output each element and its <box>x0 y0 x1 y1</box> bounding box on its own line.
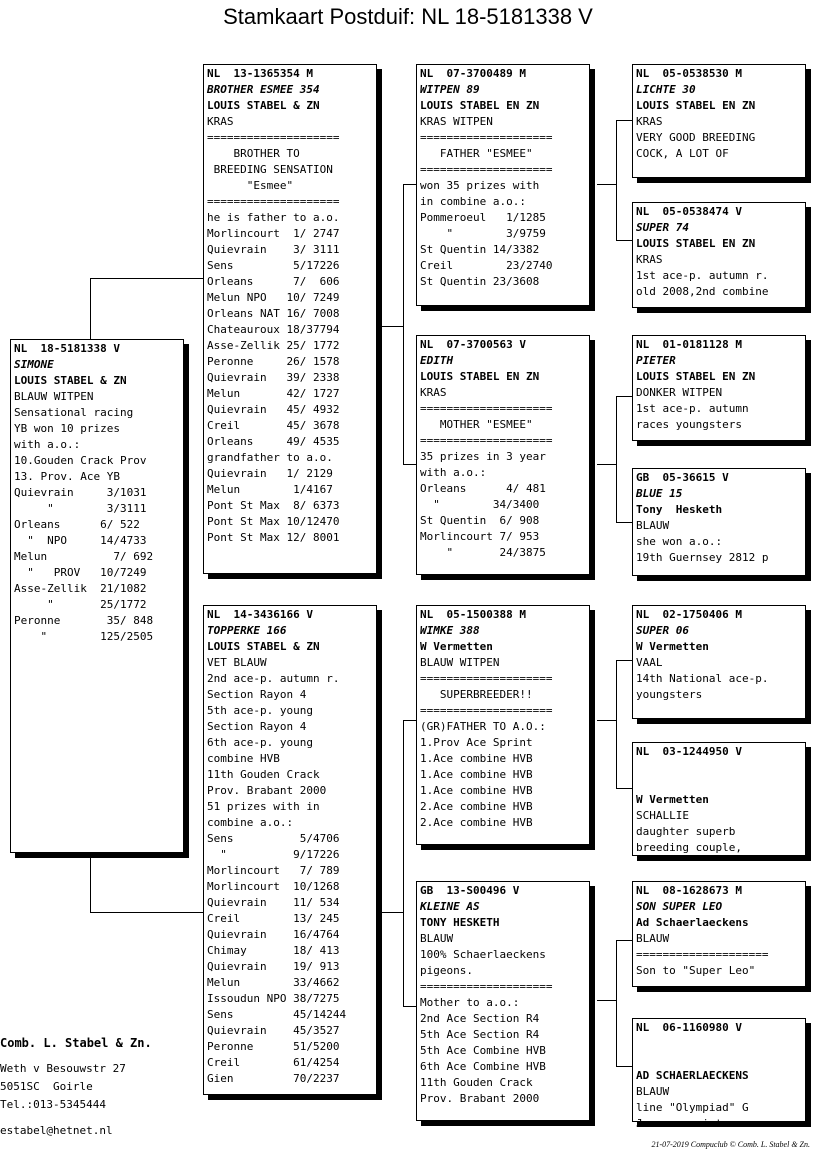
card-line: ==================== <box>420 980 553 993</box>
ring-number: NL 07-3700489 M <box>420 67 526 80</box>
card-line: AD SCHAERLAECKENS <box>636 1069 749 1082</box>
pedigree-card-subject <box>10 339 184 853</box>
card-line: Quievrain 45/3527 <box>207 1024 340 1037</box>
connector <box>403 1006 417 1007</box>
card-line: 14th National ace-p. <box>636 672 769 685</box>
card-line: LOUIS STABEL EN ZN <box>636 370 756 383</box>
card-line: 5th Ace Section R4 <box>420 1028 540 1041</box>
card-line: he is father to a.o. <box>207 211 340 224</box>
pedigree-card-ddd <box>632 1018 806 1130</box>
card-line: W Vermetten <box>636 640 709 653</box>
card-line: in combine a.o.: <box>420 195 526 208</box>
pigeon-name: SON SUPER LEO <box>636 900 723 913</box>
connector <box>616 788 632 789</box>
connector <box>403 720 417 721</box>
card-line: 10.Gouden Crack Prov <box>14 454 147 467</box>
card-line: line "Olympiad" G <box>636 1101 749 1114</box>
pigeon-name: SUPER 06 <box>636 624 689 637</box>
card-line: Ad Schaerlaeckens <box>636 916 749 929</box>
card-line: Quievrain 3/ 3111 <box>207 243 340 256</box>
card-line: Orleans 6/ 522 <box>14 518 140 531</box>
pedigree-card-dam-dam <box>416 881 590 1121</box>
card-line: youngsters <box>636 688 703 701</box>
card-line: BLAUW <box>636 932 670 945</box>
card-line: 2nd Ace Section R4 <box>420 1012 540 1025</box>
card-line: 1.Prov Ace Sprint <box>420 736 533 749</box>
pigeon-name: SUPER 74 <box>636 221 689 234</box>
card-line: Prov. Brabant 2000 <box>420 1092 540 1105</box>
pedigree-card-sdd <box>632 468 806 576</box>
card-line: BLAUW WITPEN <box>420 656 500 669</box>
card-line: Prov. Brabant 2000 <box>207 784 327 797</box>
card-line: 100% Schaerlaeckens <box>420 948 546 961</box>
card-line: 13. Prov. Ace YB <box>14 470 120 483</box>
card-line: VET BLAUW <box>207 656 267 669</box>
connector <box>403 464 417 465</box>
card-line: LOUIS STABEL EN ZN <box>420 370 540 383</box>
pigeon-name: KLEINE AS <box>420 900 480 913</box>
pigeon-name: TOPPERKE 166 <box>207 624 287 637</box>
card-line: Sensational racing <box>14 406 134 419</box>
card-line <box>636 760 805 776</box>
connector <box>616 396 632 397</box>
ring-number: NL 06-1160980 V <box>636 1021 742 1034</box>
card-line: 1.Ace combine HVB <box>420 752 533 765</box>
card-line: Peronne 35/ 848 <box>14 614 154 627</box>
pedigree-card-sds <box>632 335 806 441</box>
card-line: combine HVB <box>207 752 280 765</box>
card-line: ==================== <box>420 434 553 447</box>
connector <box>90 278 204 279</box>
ring-number: NL 07-3700563 V <box>420 338 526 351</box>
card-line: LOUIS STABEL EN ZN <box>636 237 756 250</box>
owner-email: estabel@hetnet.nl <box>0 1124 113 1137</box>
card-line: DONKER WITPEN <box>636 386 723 399</box>
card-line: " 25/1772 <box>14 598 147 611</box>
card-line: St Quentin 14/3382 <box>420 243 540 256</box>
card-line: Morlincourt 7/ 789 <box>207 864 340 877</box>
card-line: LOUIS STABEL & ZN <box>207 640 320 653</box>
connector <box>403 720 404 1006</box>
pedigree-card-dds <box>632 881 806 987</box>
ring-number: GB 13-S00496 V <box>420 884 520 897</box>
card-line: KRAS <box>636 115 663 128</box>
card-line: "Esmee" <box>207 179 294 192</box>
pigeon-name: PIETER <box>636 354 676 367</box>
card-line: Creil 13/ 245 <box>207 912 340 925</box>
card-line: Mother to a.o.: <box>420 996 520 1009</box>
card-line: Son to "Super Leo" <box>636 964 756 977</box>
card-line: races youngsters <box>636 418 742 431</box>
card-line: she won a.o.: <box>636 535 723 548</box>
card-line: Sens 5/17226 <box>207 259 340 272</box>
footer-credit: 21-07-2019 Compuclub © Comb. L. Stabel & Zn. <box>651 1140 810 1149</box>
card-line: MOTHER "ESMEE" <box>420 418 533 431</box>
card-line: Quievrain 45/ 4932 <box>207 403 340 416</box>
pigeon-name: WITPEN 89 <box>420 83 480 96</box>
card-line: grandfather to a.o. <box>207 451 333 464</box>
card-line: (GR)FATHER TO A.O.: <box>420 720 546 733</box>
card-line: 19th Guernsey 2812 p <box>636 551 769 564</box>
connector <box>597 464 617 465</box>
card-line: Sens 5/4706 <box>207 832 340 845</box>
card-line: 2.Ace combine HVB <box>420 816 533 829</box>
connector <box>90 912 204 913</box>
ring-number: NL 18-5181338 V <box>14 342 120 355</box>
ring-number: NL 05-0538474 V <box>636 205 742 218</box>
connector <box>616 396 617 522</box>
card-line: W Vermetten <box>636 793 709 806</box>
card-line: Morlincourt 7/ 953 <box>420 530 540 543</box>
card-line: Jansen x sister <box>636 1117 736 1130</box>
connector <box>380 912 404 913</box>
pigeon-name: BROTHER ESMEE 354 <box>207 83 320 96</box>
pigeon-name: LICHTE 30 <box>636 83 696 96</box>
card-line: with a.o.: <box>420 466 487 479</box>
card-line: ==================== <box>420 131 553 144</box>
card-line: ==================== <box>420 704 553 717</box>
page-title: Stamkaart Postduif: NL 18-5181338 V <box>223 4 593 29</box>
card-line: Sens 45/14244 <box>207 1008 347 1021</box>
card-line: Creil 23/2740 <box>420 259 553 272</box>
card-line: Orleans NAT 16/ 7008 <box>207 307 340 320</box>
card-line: Section Rayon 4 <box>207 720 307 733</box>
ring-number: NL 01-0181128 M <box>636 338 742 351</box>
card-line: " PROV 10/7249 <box>14 566 147 579</box>
card-line: Chimay 18/ 413 <box>207 944 340 957</box>
card-line: 5th ace-p. young <box>207 704 313 717</box>
card-line: 11th Gouden Crack <box>420 1076 533 1089</box>
pedigree-card-dss <box>632 605 806 719</box>
card-line: LOUIS STABEL EN ZN <box>636 99 756 112</box>
card-line: with a.o.: <box>14 438 81 451</box>
card-line: VAAL <box>636 656 663 669</box>
connector <box>616 660 632 661</box>
card-line <box>636 776 805 792</box>
card-line: Section Rayon 4 <box>207 688 307 701</box>
connector <box>597 720 617 721</box>
owner-name: Comb. L. Stabel & Zn. <box>0 1036 152 1050</box>
card-line: Melun NPO 10/ 7249 <box>207 291 340 304</box>
connector <box>380 326 404 327</box>
card-line: " 34/3400 <box>420 498 540 511</box>
card-line: Melun 42/ 1727 <box>207 387 340 400</box>
card-line: Peronne 26/ 1578 <box>207 355 340 368</box>
card-line: Pont St Max 12/ 8001 <box>207 531 340 544</box>
card-line: 2.Ace combine HVB <box>420 800 533 813</box>
card-line: 6th ace-p. young <box>207 736 313 749</box>
connector <box>597 184 617 185</box>
ring-number: NL 05-0538530 M <box>636 67 742 80</box>
card-line: ==================== <box>420 672 553 685</box>
card-line: Pommeroeul 1/1285 <box>420 211 546 224</box>
card-line <box>636 1036 805 1052</box>
card-line: 5th Ace Combine HVB <box>420 1044 546 1057</box>
card-line: " NPO 14/4733 <box>14 534 147 547</box>
card-line: Orleans 4/ 481 <box>420 482 546 495</box>
card-line: 51 prizes with in <box>207 800 320 813</box>
card-line: LOUIS STABEL & ZN <box>207 99 320 112</box>
pedigree-card-sire-dam <box>416 335 590 575</box>
card-line: Peronne 51/5200 <box>207 1040 340 1053</box>
card-line: COCK, A LOT OF <box>636 147 729 160</box>
card-line: KRAS <box>636 253 663 266</box>
pedigree-card-dam <box>203 605 377 1095</box>
card-line: ==================== <box>420 163 553 176</box>
pedigree-card-ssd <box>632 202 806 308</box>
connector <box>616 660 617 788</box>
owner-address-street: Weth v Besouwstr 27 <box>0 1062 126 1075</box>
owner-address-city: 5051SC Goirle <box>0 1080 93 1093</box>
card-line: VERY GOOD BREEDING <box>636 131 756 144</box>
card-line: SCHALLIE <box>636 809 689 822</box>
card-line: Melun 7/ 692 <box>14 550 154 563</box>
connector <box>616 940 617 1066</box>
card-line: Quievrain 16/4764 <box>207 928 340 941</box>
card-line: Creil 61/4254 <box>207 1056 340 1069</box>
card-line: Gien 70/2237 <box>207 1072 340 1085</box>
card-line: Morlincourt 1/ 2747 <box>207 227 340 240</box>
ring-number: GB 05-36615 V <box>636 471 729 484</box>
card-line: " 3/9759 <box>420 227 546 240</box>
card-line: Issoudun NPO 38/7275 <box>207 992 340 1005</box>
card-line: 1.Ace combine HVB <box>420 768 533 781</box>
card-line: SUPERBREEDER!! <box>420 688 533 701</box>
pedigree-card-dsd <box>632 742 806 856</box>
pigeon-name: BLUE 15 <box>636 487 683 500</box>
card-line: Melun 1/4167 <box>207 483 333 496</box>
pedigree-card-sire <box>203 64 377 574</box>
card-line: combine a.o.: <box>207 816 294 829</box>
card-line: W Vermetten <box>420 640 493 653</box>
card-line: BLAUW WITPEN <box>14 390 94 403</box>
card-line: Quievrain 3/1031 <box>14 486 147 499</box>
owner-phone: Tel.:013-5345444 <box>0 1098 106 1111</box>
card-line: ==================== <box>636 948 769 961</box>
card-line: " 125/2505 <box>14 630 154 643</box>
card-line: Melun 33/4662 <box>207 976 340 989</box>
card-line: 2nd ace-p. autumn r. <box>207 672 340 685</box>
card-line: Chateauroux 18/37794 <box>207 323 340 336</box>
connector <box>597 1000 617 1001</box>
card-line: 1st ace-p. autumn r. <box>636 269 769 282</box>
connector <box>90 856 91 912</box>
pedigree-card-sire-sire <box>416 64 590 306</box>
card-line: Quievrain 1/ 2129 <box>207 467 333 480</box>
pigeon-name: SIMONE <box>14 358 54 371</box>
connector <box>616 120 632 121</box>
card-line: Orleans 49/ 4535 <box>207 435 340 448</box>
card-line: " 9/17226 <box>207 848 340 861</box>
card-line: Creil 45/ 3678 <box>207 419 340 432</box>
card-line: Quievrain 39/ 2338 <box>207 371 340 384</box>
card-line <box>636 1052 805 1068</box>
card-line: Orleans 7/ 606 <box>207 275 340 288</box>
pedigree-card-sss <box>632 64 806 178</box>
card-line: Pont St Max 8/ 6373 <box>207 499 340 512</box>
card-line: TONY HESKETH <box>420 916 500 929</box>
connector <box>616 120 617 240</box>
card-line: Asse-Zellik 21/1082 <box>14 582 147 595</box>
card-line: 11th Gouden Crack <box>207 768 320 781</box>
card-line: daughter superb <box>636 825 736 838</box>
card-line: BLAUW <box>636 519 670 532</box>
card-line: 6th Ace Combine HVB <box>420 1060 546 1073</box>
pigeon-name: EDITH <box>420 354 454 367</box>
connector <box>403 184 404 464</box>
card-line: YB won 10 prizes <box>14 422 120 435</box>
card-line: FATHER "ESMEE" <box>420 147 533 160</box>
card-line: " 3/3111 <box>14 502 147 515</box>
card-line: ==================== <box>420 402 553 415</box>
pigeon-name: WIMKE 388 <box>420 624 480 637</box>
connector <box>616 240 632 241</box>
ring-number: NL 14-3436166 V <box>207 608 313 621</box>
ring-number: NL 03-1244950 V <box>636 745 742 758</box>
owner-block <box>0 1034 152 1114</box>
card-line: ==================== <box>207 195 340 208</box>
card-line: Pont St Max 10/12470 <box>207 515 340 528</box>
card-line: LOUIS STABEL & ZN <box>14 374 127 387</box>
card-line: Asse-Zellik 25/ 1772 <box>207 339 340 352</box>
connector <box>90 278 91 340</box>
card-line: won 35 prizes with <box>420 179 540 192</box>
connector <box>403 184 417 185</box>
card-line: St Quentin 23/3608 <box>420 275 540 288</box>
card-line: LOUIS STABEL EN ZN <box>420 99 540 112</box>
card-line: Quievrain 11/ 534 <box>207 896 340 909</box>
card-line: old 2008,2nd combine <box>636 285 769 298</box>
card-line: BROTHER TO <box>207 147 300 160</box>
card-line: BLAUW <box>420 932 454 945</box>
card-line: Morlincourt 10/1268 <box>207 880 340 893</box>
connector <box>616 522 632 523</box>
card-line: Tony Hesketh <box>636 503 723 516</box>
card-line: " 24/3875 <box>420 546 546 559</box>
card-line: St Quentin 6/ 908 <box>420 514 540 527</box>
ring-number: NL 08-1628673 M <box>636 884 742 897</box>
connector <box>616 1066 632 1067</box>
card-line: breeding couple, <box>636 841 742 854</box>
card-line: pigeons. <box>420 964 473 977</box>
ring-number: NL 02-1750406 M <box>636 608 742 621</box>
pedigree-card-dam-sire <box>416 605 590 845</box>
card-line: KRAS <box>420 386 447 399</box>
card-line: BLAUW <box>636 1085 670 1098</box>
ring-number: NL 05-1500388 M <box>420 608 526 621</box>
card-line: 1.Ace combine HVB <box>420 784 533 797</box>
card-line: ==================== <box>207 131 340 144</box>
card-line: Quievrain 19/ 913 <box>207 960 340 973</box>
card-line: KRAS <box>207 115 234 128</box>
card-line: 35 prizes in 3 year <box>420 450 546 463</box>
ring-number: NL 13-1365354 M <box>207 67 313 80</box>
connector <box>616 940 632 941</box>
card-line: BREEDING SENSATION <box>207 163 333 176</box>
card-line: 1st ace-p. autumn <box>636 402 749 415</box>
card-line: KRAS WITPEN <box>420 115 493 128</box>
